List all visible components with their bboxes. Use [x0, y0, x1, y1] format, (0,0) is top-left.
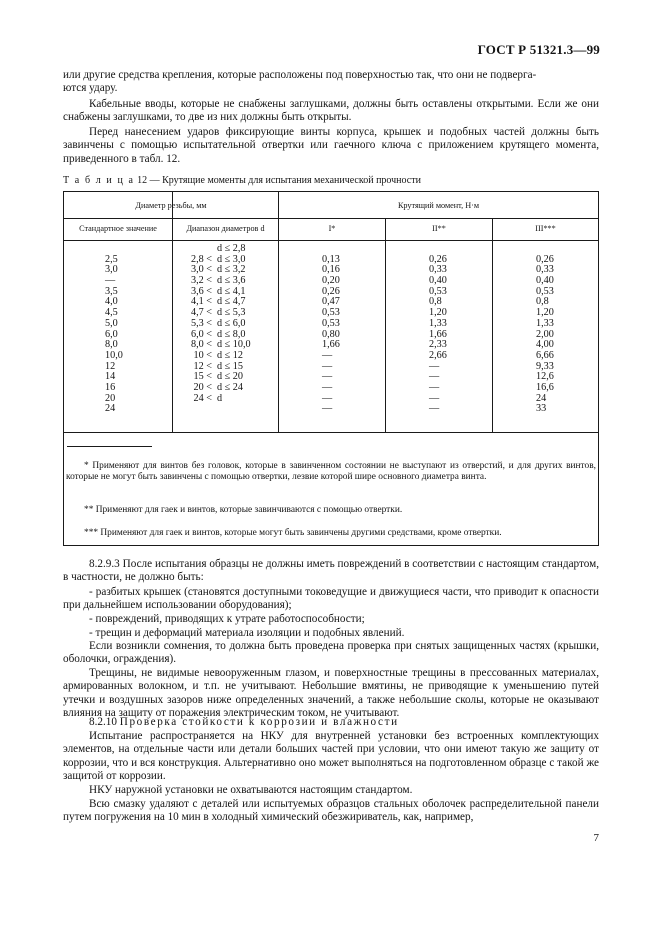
intro-line-2: ются удару. — [63, 82, 118, 95]
caption-text: — Крутящие моменты для испытания механической прочности — [149, 175, 421, 186]
range-lower-bound: 8,0 < — [190, 339, 212, 351]
range-upper-bound: d ≤ 4,1 — [217, 285, 246, 297]
cell-torque-I: 1,66 — [322, 339, 340, 351]
intro-paragraph-1 — [63, 69, 599, 96]
torque-table — [63, 191, 599, 546]
paragraph-test-scope: Испытание распространяется на НКУ для внутренней установки без встроенных комплектующих элементов, на отдельные части или детали больших частей при условии, что они имеют такую же защиту от коррозии, что и вся конструкция. Альтернативно оно может выполняться на подготовленном образце с такой же защитой от коррозии. — [63, 730, 599, 783]
caption-prefix: Т а б л и ц а — [63, 175, 135, 186]
range-upper-bound: d ≤ 24 — [217, 381, 243, 393]
header-diameter-range: Диапазон диаметров d — [186, 224, 265, 233]
cell-standard-value: 24 — [105, 403, 116, 415]
cell-torque-II: — — [429, 392, 440, 404]
cell-standard-value: 16 — [105, 381, 116, 393]
footnote-2: ** Применяют для гаек и винтов, которые завинчиваются с помощью отвертки. — [84, 505, 403, 515]
table-caption — [63, 175, 599, 187]
cell-torque-II: 0,33 — [429, 264, 447, 276]
range-upper-bound: d ≤ 2,8 — [217, 243, 246, 254]
cell-torque-I: — — [322, 392, 333, 404]
intro-paragraph-2: Кабельные вводы, которые не снабжены заглушками, должны быть оставлены открытыми. Если же они снабжены заглушками, то две из них должны быть открыты. — [63, 98, 599, 124]
cell-standard-value: 14 — [105, 371, 116, 383]
header-standard-value: Стандартное значение — [79, 224, 157, 233]
range-lower-bound: 6,0 < — [190, 328, 212, 340]
range-lower-bound: 12 < — [193, 360, 212, 372]
cell-torque-III: 12,6 — [536, 371, 554, 383]
cell-torque-I: — — [322, 349, 333, 361]
range-lower-bound: 3,2 < — [190, 275, 212, 287]
range-upper-bound: d ≤ 8,0 — [217, 328, 246, 340]
cell-torque-I: — — [322, 403, 333, 415]
section-title: Проверка стойкости к коррозии и влажности — [119, 716, 399, 728]
cell-torque-III: 6,66 — [536, 349, 554, 361]
cell-torque-II: — — [429, 360, 440, 372]
cell-torque-I: 0,26 — [322, 285, 340, 297]
cell-torque-I: 0,80 — [322, 328, 340, 340]
caption-number: 12 — [137, 175, 148, 186]
range-upper-bound: d ≤ 6,0 — [217, 317, 246, 329]
cell-diameter-range — [173, 383, 278, 394]
range-upper-bound: d ≤ 12 — [217, 349, 243, 361]
column-torque-II — [429, 244, 489, 415]
cell-torque-III: 24 — [536, 392, 547, 404]
range-lower-bound: 5,3 < — [190, 317, 212, 329]
cell-standard-value: 10,0 — [105, 349, 123, 361]
range-upper-bound: d ≤ 20 — [217, 371, 243, 383]
header-col-III: III*** — [535, 224, 556, 233]
cell-torque-III: 1,20 — [536, 307, 554, 319]
cell-torque-III: 0,26 — [536, 253, 554, 265]
cell-torque-II: 1,33 — [429, 317, 447, 329]
cell-torque-I: 0,47 — [322, 296, 340, 308]
range-upper-bound: d ≤ 15 — [217, 360, 243, 372]
footnote-1: * Применяют для винтов без головок, которые в завинченном состоянии не выступают из отверстий, и для других винтов, которые не могут быть завинчены с помощью отвертки, лезвие которой шире основного диаметра винта. — [66, 461, 596, 483]
cell-torque-III: 4,00 — [536, 339, 554, 351]
range-upper-bound: d ≤ 10,0 — [217, 339, 251, 351]
cell-torque-I: — — [322, 371, 333, 383]
range-upper-bound: d ≤ 5,3 — [217, 307, 246, 319]
cell-torque-II: 0,40 — [429, 275, 447, 287]
section-8-2-10-heading — [63, 716, 599, 729]
paragraph-doubt: Если возникли сомнения, то должна быть проведена проверка при снятых защищенных частях (крышки, оболочки, ограждения). — [63, 640, 599, 666]
range-lower-bound: 10 < — [193, 349, 212, 361]
cell-torque-I: 0,53 — [322, 317, 340, 329]
cell-torque-II: 0,53 — [429, 285, 447, 297]
cell-standard-value: — — [105, 275, 116, 287]
range-upper-bound: d ≤ 3,6 — [217, 275, 246, 287]
cell-torque-II: 1,20 — [429, 307, 447, 319]
range-lower-bound: 2,8 < — [190, 253, 212, 265]
header-col-I: I* — [328, 224, 336, 233]
cell-torque-II: 1,66 — [429, 328, 447, 340]
cell-torque-II: 0,26 — [429, 253, 447, 265]
range-lower-bound: 4,1 < — [190, 296, 212, 308]
cell-standard-value: 20 — [105, 392, 116, 404]
cell-torque-III: 2,00 — [536, 328, 554, 340]
list-item-cracks: - трещин и деформаций материала изоляции и подобных явлений. — [89, 627, 405, 639]
header-diameter: Диаметр резьбы, мм — [135, 201, 207, 210]
header-torque: Крутящий момент, Н·м — [397, 201, 480, 210]
cell-torque-I: 0,13 — [322, 253, 340, 265]
cell-torque-III: 33 — [536, 403, 547, 415]
cell-torque-II: 2,33 — [429, 339, 447, 351]
range-upper-bound: d — [217, 392, 223, 404]
cell-diameter-range — [173, 351, 278, 362]
cell-standard-value: 3,0 — [105, 264, 118, 276]
column-standard-values — [105, 244, 165, 415]
cell-torque-I: 0,53 — [322, 307, 340, 319]
cell-torque-II: 2,66 — [429, 349, 447, 361]
page-header: ГОСТ Р 51321.3—99 — [477, 42, 600, 57]
range-upper-bound: d ≤ 3,0 — [217, 253, 246, 265]
list-item-damage: - повреждений, приводящих к утрате работоспособности; — [89, 613, 365, 625]
cell-diameter-range — [173, 319, 278, 330]
paragraph-outdoor: НКУ наружной установки не охватываются настоящим стандартом. — [89, 784, 413, 796]
cell-torque-I: — — [322, 360, 333, 372]
cell-torque-III: 9,33 — [536, 360, 554, 372]
range-lower-bound: 24 < — [193, 392, 212, 404]
cell-standard-value: 6,0 — [105, 328, 118, 340]
cell-torque-I: 0,16 — [322, 264, 340, 276]
range-lower-bound: 3,6 < — [190, 285, 212, 297]
cell-standard-value: 5,0 — [105, 317, 118, 329]
cell-standard-value: 4,0 — [105, 296, 118, 308]
range-lower-bound: 15 < — [193, 371, 212, 383]
intro-paragraph-3: Перед нанесением ударов фиксирующие винты корпуса, крышек и подобных частей должны быть завинчены с помощью испытательной отвертки или гаечного ключа с приложением крутящего момента, приведенного в табл. 12. — [63, 126, 599, 165]
footnote-3: *** Применяют для гаек и винтов, которые могут быть завинчены другими средствами, кроме отвертки. — [84, 528, 502, 538]
page-number: 7 — [593, 832, 599, 844]
cell-standard-value: 2,5 — [105, 253, 118, 265]
intro-line-1: или другие средства крепления, которые расположены под поверхностью так, что они не подверга- — [63, 69, 537, 81]
cell-torque-III: 1,33 — [536, 317, 554, 329]
cell-torque-II: — — [429, 403, 440, 415]
range-lower-bound: 3,0 < — [190, 264, 212, 276]
cell-torque-III: 16,6 — [536, 381, 554, 393]
column-torque-I — [322, 244, 382, 415]
paragraph-cracks: Трещины, не видимые невооруженным глазом, и поверхностные трещины в прессованных материалах, армированных волокном, и т.п. не учитывают. Небольшие вмятины, не приводящие к уменьшению путей утечки и воздушных зазоров ниже определенных значений, а также небольшие сколы, которые не оказывают влияния на защиту от поражения электрическим током, не учитывают. — [63, 667, 599, 720]
cell-standard-value: 4,5 — [105, 307, 118, 319]
cell-diameter-range — [173, 394, 278, 405]
cell-standard-value: 12 — [105, 360, 116, 372]
range-upper-bound: d ≤ 3,2 — [217, 264, 246, 276]
cell-torque-III: 0,33 — [536, 264, 554, 276]
cell-standard-value: 3,5 — [105, 285, 118, 297]
list-item-broken-covers: - разбитых крышек (становятся доступными токоведущие и движущиеся части, что приводит к опасности при дальнейшем использовании оборудования); — [63, 586, 599, 612]
cell-torque-II: — — [429, 371, 440, 383]
range-lower-bound: 20 < — [193, 381, 212, 393]
cell-torque-I: 0,20 — [322, 275, 340, 287]
cell-standard-value: 8,0 — [105, 339, 118, 351]
cell-torque-III: 0,53 — [536, 285, 554, 297]
cell-diameter-range — [173, 404, 278, 415]
cell-torque-III: 0,40 — [536, 275, 554, 287]
footnote-rule — [67, 446, 152, 447]
section-8-2-9-3: 8.2.9.3 После испытания образцы не должны иметь повреждений в соответствии с настоящим стандартом, в частности, не должно быть: — [63, 558, 599, 584]
cell-torque-II: 0,8 — [429, 296, 442, 308]
column-torque-III — [536, 244, 596, 415]
column-diameter-ranges — [173, 244, 278, 415]
cell-torque-I: — — [322, 381, 333, 393]
section-number: 8.2.10 — [89, 716, 117, 728]
range-lower-bound: 4,7 < — [190, 307, 212, 319]
cell-torque-III: 0,8 — [536, 296, 549, 308]
range-upper-bound: d ≤ 4,7 — [217, 296, 246, 308]
cell-torque-II: — — [429, 381, 440, 393]
paragraph-grease: Всю смазку удаляют с деталей или испытуемых образцов стальных оболочек распределительной панели путем погружения на 10 мин в холодный химический обезжириватель, как, например, — [63, 798, 599, 824]
header-col-II: II** — [432, 224, 446, 233]
